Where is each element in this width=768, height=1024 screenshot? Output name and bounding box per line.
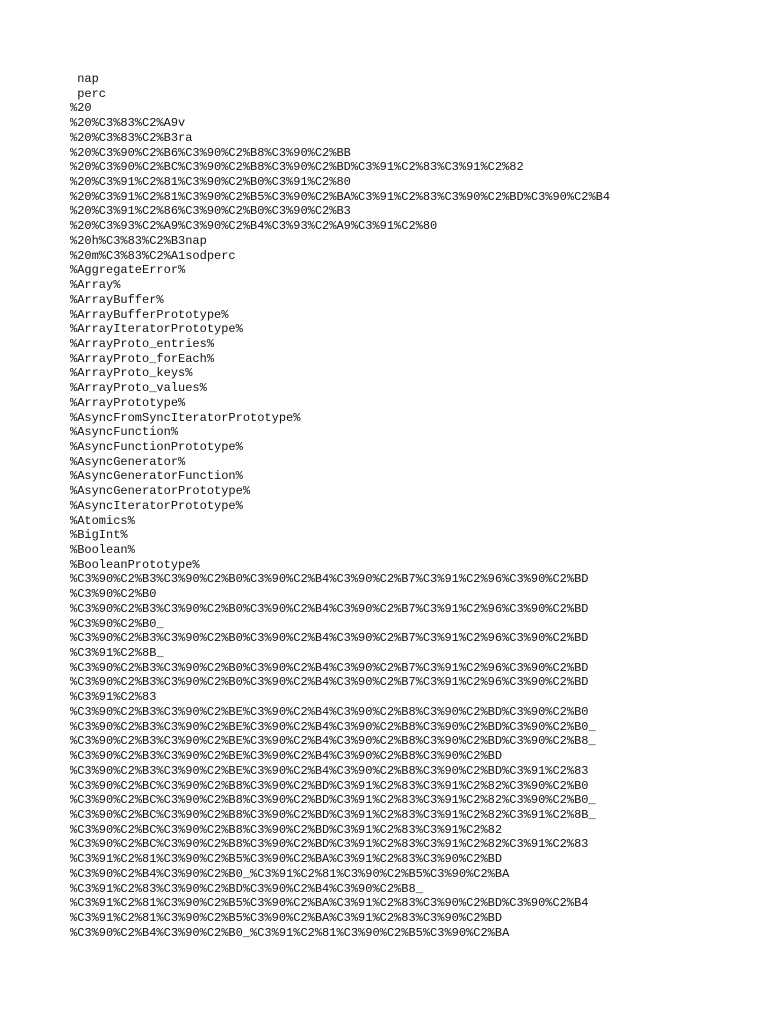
text-line: %C3%91%C2%83 [70, 690, 157, 705]
text-line: %C3%90%C2%B3%C3%90%C2%B0%C3%90%C2%B4%C3%90%C2%B7%C3%91%C2%96%C3%90%C2%BD [70, 572, 589, 587]
text-line: %ArrayBuffer% [70, 292, 164, 307]
text-line: %20%C3%83%C2%A9v [70, 116, 186, 131]
text-line: %20%C3%91%C2%81%C3%90%C2%B0%C3%91%C2%80 [70, 175, 351, 190]
text-line: %C3%91%C2%81%C3%90%C2%B5%C3%90%C2%BA%C3%91%C2%83%C3%90%C2%BD [70, 852, 503, 867]
text-line: %C3%90%C2%BC%C3%90%C2%B8%C3%90%C2%BD%C3%91%C2%83%C3%91%C2%82 [70, 822, 503, 837]
document-page [70, 72, 760, 940]
text-line: %AsyncGenerator% [70, 454, 186, 469]
text-line: %C3%90%C2%B4%C3%90%C2%B0_%C3%91%C2%81%C3%90%C2%B5%C3%90%C2%BA [70, 925, 510, 940]
text-line: %AggregateError% [70, 263, 186, 278]
text-line: %20%C3%91%C2%86%C3%90%C2%B0%C3%90%C2%B3 [70, 204, 351, 219]
text-line: %C3%91%C2%83%C3%90%C2%BD%C3%90%C2%B4%C3%90%C2%B8_ [70, 881, 423, 896]
text-line: %C3%90%C2%B4%C3%90%C2%B0_%C3%91%C2%81%C3%90%C2%B5%C3%90%C2%BA [70, 866, 510, 881]
text-line: %C3%91%C2%81%C3%90%C2%B5%C3%90%C2%BA%C3%91%C2%83%C3%90%C2%BD [70, 910, 503, 925]
text-line: %20%C3%93%C2%A9%C3%90%C2%B4%C3%93%C2%A9%C3%91%C2%80 [70, 219, 438, 234]
text-line: %AsyncIteratorPrototype% [70, 498, 243, 513]
text-line: %AsyncFromSyncIteratorPrototype% [70, 410, 301, 425]
text-line: %C3%90%C2%B3%C3%90%C2%B0%C3%90%C2%B4%C3%90%C2%B7%C3%91%C2%96%C3%90%C2%BD [70, 631, 589, 646]
text-line: %20%C3%83%C2%B3ra [70, 130, 193, 145]
text-line: %20%C3%91%C2%81%C3%90%C2%B5%C3%90%C2%BA%C3%91%C2%83%C3%90%C2%BD%C3%90%C2%B4 [70, 189, 611, 204]
text-line: %BooleanPrototype% [70, 557, 200, 572]
text-line: %20m%C3%83%C2%A1sodperc [70, 248, 236, 263]
text-line: %C3%90%C2%B3%C3%90%C2%BE%C3%90%C2%B4%C3%90%C2%B8%C3%90%C2%BD%C3%91%C2%83 [70, 763, 589, 778]
text-line: %C3%90%C2%B0 [70, 587, 157, 602]
text-line: %C3%90%C2%BC%C3%90%C2%B8%C3%90%C2%BD%C3%91%C2%83%C3%91%C2%82%C3%90%C2%B0 [70, 778, 589, 793]
text-line: %Atomics% [70, 513, 135, 528]
text-line: %C3%90%C2%BC%C3%90%C2%B8%C3%90%C2%BD%C3%91%C2%83%C3%91%C2%82%C3%91%C2%83 [70, 837, 589, 852]
text-line: %ArrayProto_values% [70, 381, 207, 396]
text-line-list [70, 72, 760, 940]
text-line: perc [70, 86, 107, 101]
text-line: %20 [70, 101, 92, 116]
text-line: %ArrayIteratorPrototype% [70, 322, 243, 337]
text-line: %ArrayProto_keys% [70, 366, 193, 381]
text-line: %C3%90%C2%B3%C3%90%C2%BE%C3%90%C2%B4%C3%90%C2%B8%C3%90%C2%BD%C3%90%C2%B8_ [70, 734, 596, 749]
text-line: %BigInt% [70, 528, 128, 543]
text-line: %ArrayProto_forEach% [70, 351, 215, 366]
text-line: %20%C3%90%C2%BC%C3%90%C2%B8%C3%90%C2%BD%C3%91%C2%83%C3%91%C2%82 [70, 160, 524, 175]
text-line: %C3%90%C2%B3%C3%90%C2%B0%C3%90%C2%B4%C3%90%C2%B7%C3%91%C2%96%C3%90%C2%BD [70, 675, 589, 690]
text-line: %AsyncGeneratorFunction% [70, 469, 243, 484]
text-line: %C3%90%C2%BC%C3%90%C2%B8%C3%90%C2%BD%C3%91%C2%83%C3%91%C2%82%C3%90%C2%B0_ [70, 793, 596, 808]
text-line: nap [70, 72, 99, 86]
text-line: %ArrayProto_entries% [70, 336, 215, 351]
text-line: %AsyncFunctionPrototype% [70, 439, 243, 454]
text-line: %C3%90%C2%B3%C3%90%C2%BE%C3%90%C2%B4%C3%90%C2%B8%C3%90%C2%BD%C3%90%C2%B0 [70, 704, 589, 719]
text-line: %C3%91%C2%81%C3%90%C2%B5%C3%90%C2%BA%C3%91%C2%83%C3%90%C2%BD%C3%90%C2%B4 [70, 896, 589, 911]
text-line: %C3%90%C2%B0_ [70, 616, 164, 631]
text-line: %C3%90%C2%B3%C3%90%C2%BE%C3%90%C2%B4%C3%90%C2%B8%C3%90%C2%BD%C3%90%C2%B0_ [70, 719, 596, 734]
text-line: %20%C3%90%C2%B6%C3%90%C2%B8%C3%90%C2%BB [70, 145, 351, 160]
text-line: %Boolean% [70, 543, 135, 557]
text-line: %20h%C3%83%C2%B3nap [70, 233, 207, 248]
text-line: %AsyncFunction% [70, 425, 179, 440]
text-line: %Array% [70, 278, 121, 293]
text-line: %C3%90%C2%B3%C3%90%C2%B0%C3%90%C2%B4%C3%90%C2%B7%C3%91%C2%96%C3%90%C2%BD [70, 601, 589, 616]
text-line: %C3%91%C2%8B_ [70, 646, 164, 661]
text-line: %C3%90%C2%BC%C3%90%C2%B8%C3%90%C2%BD%C3%91%C2%83%C3%91%C2%82%C3%91%C2%8B_ [70, 807, 596, 822]
text-line: %ArrayBufferPrototype% [70, 307, 229, 322]
text-line: %ArrayPrototype% [70, 395, 186, 410]
text-line: %C3%90%C2%B3%C3%90%C2%B0%C3%90%C2%B4%C3%90%C2%B7%C3%91%C2%96%C3%90%C2%BD [70, 660, 589, 675]
text-line: %AsyncGeneratorPrototype% [70, 484, 251, 499]
text-line: %C3%90%C2%B3%C3%90%C2%BE%C3%90%C2%B4%C3%90%C2%B8%C3%90%C2%BD [70, 749, 503, 764]
